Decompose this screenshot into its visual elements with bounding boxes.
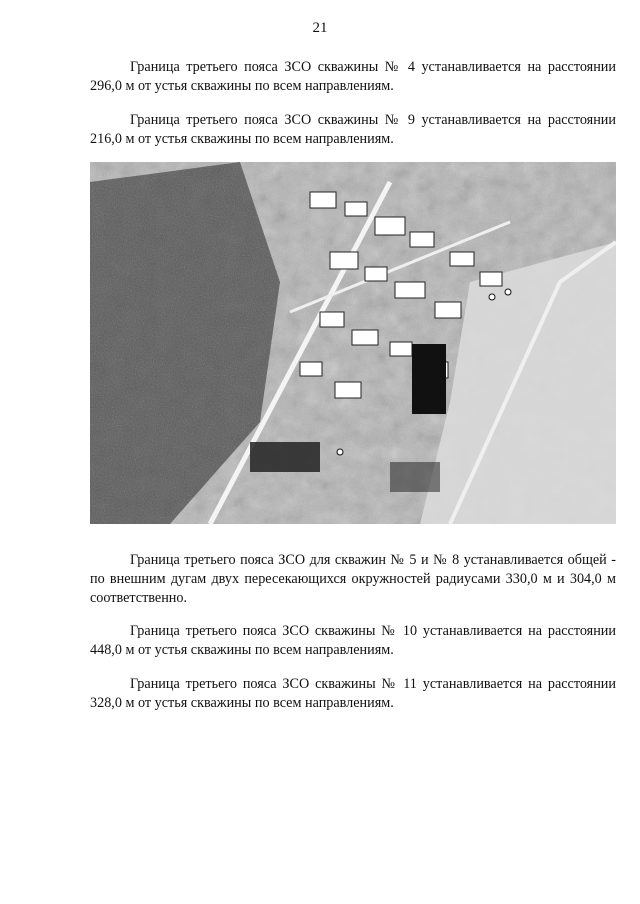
page-number: 21	[312, 20, 328, 36]
paragraph-well-9: Граница третьего пояса ЗСО скважины № 9 устанавливается на расстоянии 216,0 м от устья скважины по всем направлениям.	[90, 112, 616, 147]
aerial-map-photo	[90, 162, 616, 524]
paragraph-well-11: Граница третьего пояса ЗСО скважины № 11 устанавливается на расстоянии 328,0 м от устья скважины по всем направлениям.	[90, 676, 616, 711]
paragraph-wells-5-8: Граница третьего пояса ЗСО для скважин № 5 и № 8 устанавливается общей - по внешним дугам двух пересекающихся окружностей радиусами 330,0 м и 304,0 м соответственно.	[90, 552, 616, 606]
paragraph-well-4: Граница третьего пояса ЗСО скважины № 4 устанавливается на расстоянии 296,0 м от устья скважины по всем направлениям.	[90, 59, 616, 94]
paragraph-well-10: Граница третьего пояса ЗСО скважины № 10 устанавливается на расстоянии 448,0 м от устья скважины по всем направлениям.	[90, 623, 616, 658]
